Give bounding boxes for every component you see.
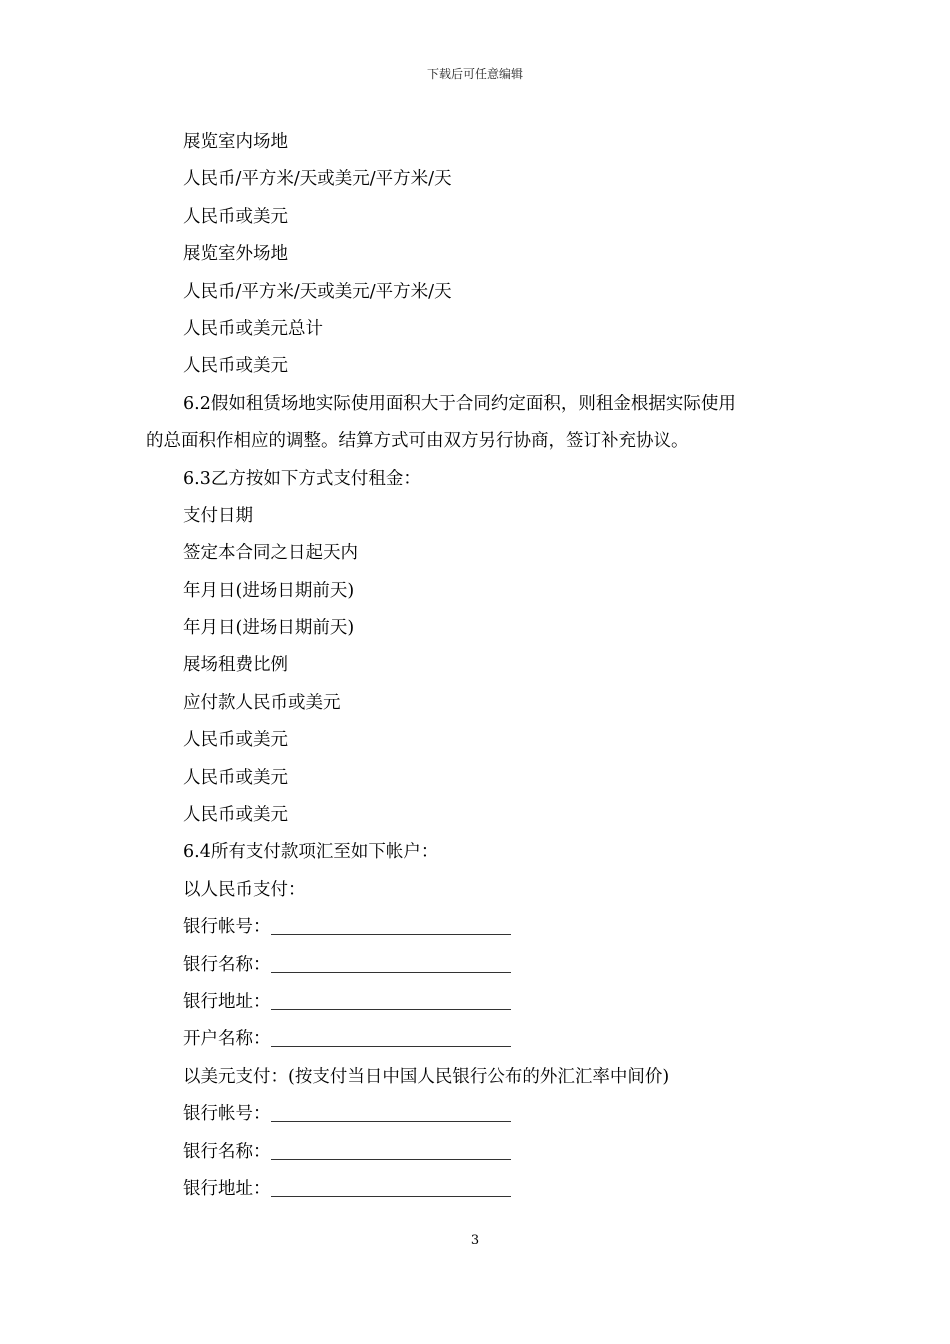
rmb-bank-name-row bbox=[146, 947, 808, 984]
fill-in-blank[interactable] bbox=[271, 1195, 511, 1197]
fill-in-blank[interactable] bbox=[271, 1120, 511, 1122]
paragraph-6-2-line-1: 6.2假如租赁场地实际使用面积大于合同约定面积，则租金根据实际使用 bbox=[183, 393, 736, 414]
text-line: 人民币/平方米/天或美元/平方米/天 bbox=[183, 281, 452, 302]
payment-item: 人民币或美元 bbox=[183, 730, 288, 751]
payment-item: 人民币或美元 bbox=[183, 767, 288, 788]
field-label: 银行帐号： bbox=[183, 917, 271, 938]
fill-in-blank[interactable] bbox=[271, 933, 511, 935]
usd-bank-name-row bbox=[146, 1134, 808, 1171]
text-line: 人民币或美元 bbox=[183, 356, 288, 377]
field-label: 银行地址： bbox=[183, 991, 271, 1012]
field-label: 银行名称： bbox=[183, 954, 271, 975]
text-line: 人民币/平方米/天或美元/平方米/天 bbox=[183, 169, 452, 190]
field-label: 银行地址： bbox=[183, 1178, 271, 1199]
payment-item: 年月日(进场日期前天) bbox=[183, 580, 355, 601]
fill-in-blank[interactable] bbox=[271, 1045, 511, 1047]
fill-in-blank[interactable] bbox=[271, 1008, 511, 1010]
rmb-account-name-row bbox=[146, 1021, 808, 1058]
fill-in-blank[interactable] bbox=[271, 971, 511, 973]
usd-payment-heading: 以美元支付：(按支付当日中国人民银行公布的外汇汇率中间价) bbox=[183, 1066, 670, 1087]
rmb-bank-address-row bbox=[146, 984, 808, 1021]
text-line: 展览室内场地 bbox=[183, 132, 288, 152]
usd-bank-address-row bbox=[146, 1171, 808, 1208]
text-line: 展览室外场地 bbox=[183, 244, 288, 265]
payment-item: 展场租费比例 bbox=[183, 655, 288, 676]
text-line: 人民币或美元 bbox=[183, 206, 288, 227]
field-label: 银行帐号： bbox=[183, 1104, 271, 1125]
section-6-3-title: 6.3乙方按如下方式支付租金： bbox=[183, 468, 421, 489]
page-header: 下载后可任意编辑 bbox=[426, 67, 523, 81]
fill-in-blank[interactable] bbox=[271, 1158, 511, 1160]
usd-bank-account-row bbox=[146, 1096, 808, 1133]
section-6-4-title: 6.4所有支付款项汇至如下帐户： bbox=[183, 842, 439, 863]
payment-item: 人民币或美元 bbox=[183, 805, 288, 826]
document-body bbox=[146, 124, 808, 1208]
payment-item: 应付款人民币或美元 bbox=[183, 692, 341, 713]
rmb-bank-account-row bbox=[146, 909, 808, 946]
page-number: 3 bbox=[470, 1233, 480, 1248]
field-label: 开户名称： bbox=[183, 1029, 271, 1050]
field-label: 银行名称： bbox=[183, 1141, 271, 1162]
payment-item: 支付日期 bbox=[183, 505, 253, 526]
paragraph-6-2-line-2: 的总面积作相应的调整。结算方式可由双方另行协商，签订补充协议。 bbox=[146, 431, 689, 452]
payment-item: 签定本合同之日起天内 bbox=[183, 543, 358, 564]
text-line: 人民币或美元总计 bbox=[183, 318, 323, 339]
payment-item: 年月日(进场日期前天) bbox=[183, 618, 355, 639]
rmb-payment-heading: 以人民币支付： bbox=[183, 879, 306, 900]
